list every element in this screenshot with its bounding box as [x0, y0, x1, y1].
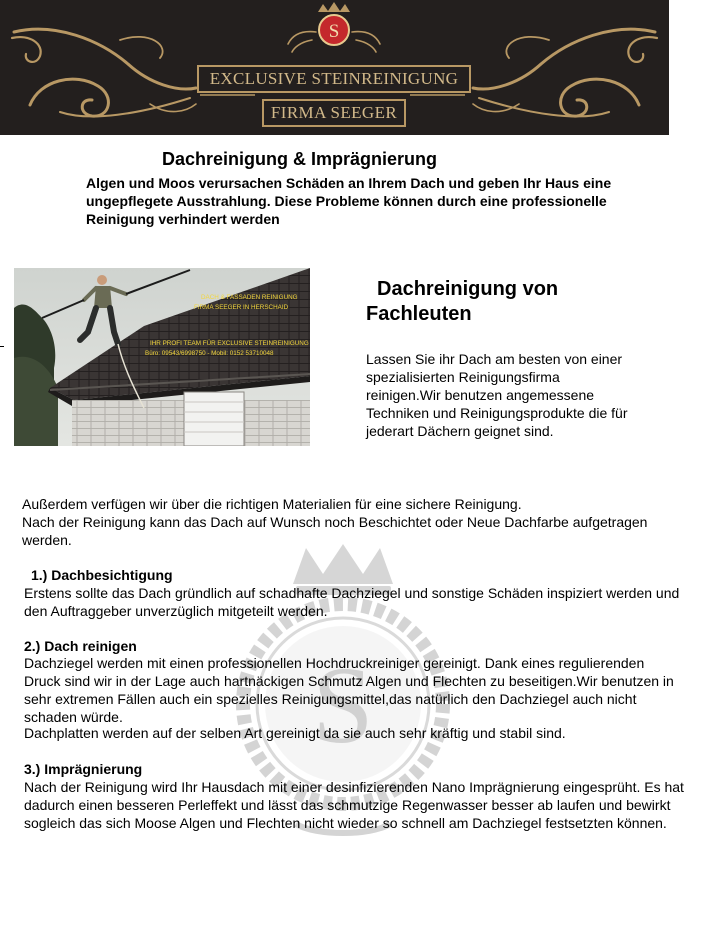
roof-cleaning-photo — [14, 268, 310, 446]
watermark-letter: S — [312, 644, 374, 766]
margin-mark — [0, 346, 4, 347]
right-ornament-icon — [473, 29, 657, 116]
header-banner — [0, 0, 669, 135]
materials-text: Außerdem verfügen wir über die richtigen Materialien für eine sichere Reinigung. — [22, 496, 522, 512]
brand-company: FIRMA SEEGER — [262, 99, 406, 127]
section-2-text: Dachziegel werden mit einen professionellen Hochdruckreiniger gereinigt. Dank eines regulierenden Druck sind wir in der Lage auch hartnäckigen Schmutz Algen und Flechten zu beseitigen.Wir benutzen in sehr extremen Fällen auch ein spezielles Reinigungsmittel,das natürlich den Dachziegel auch nicht schaden würde. — [24, 655, 674, 725]
coating-text: Nach der Reinigung kann das Dach auf Wunsch noch Beschichtet oder Neue Dachfarbe aufgetragen werden. — [22, 514, 648, 548]
crown-icon — [318, 2, 350, 12]
side-heading-line-2: Fachleuten — [366, 303, 472, 325]
brand-name: EXCLUSIVE STEINREINIGUNG — [197, 65, 471, 93]
page-title: Dachreinigung & Imprägnierung — [162, 149, 438, 169]
section-2-text-2: Dachplatten werden auf der selben Art gereinigt da sie auch sehr kräftig und stabil sind. — [24, 725, 566, 741]
intro-text: Algen und Moos verursachen Schäden an Ihrem Dach und geben Ihr Haus eine ungepflegete Ausstrahlung. Diese Probleme können durch eine professionelle Reinigung verhindert werden — [86, 175, 612, 227]
photo-caption-2: FIRMA SEEGER IN HERSCHAID — [194, 304, 289, 311]
side-text: Lassen Sie ihr Dach am besten von einer spezialisierten Reinigungsfirma reinigen.Wir benutzen angemessene Techniken und Reinigungsprodukte die für jederart Dächern geignet sind. — [366, 351, 628, 439]
section-1-text: Erstens sollte das Dach gründlich auf schadhafte Dachziegel und sonstige Schäden inspiziert werden und den Auftraggeber unverzüglich mitgeteilt werden. — [24, 585, 680, 619]
left-ornament-icon — [12, 29, 196, 116]
photo-caption-3: IHR PROFI TEAM FÜR EXCLUSIVE STEINREINIGUNG — [150, 340, 309, 347]
section-3-heading: 3.) Imprägnierung — [24, 761, 143, 777]
photo-caption-1: DACH & FASSADEN REINIGUNG — [201, 294, 298, 301]
photo-caption-4: Büro: 09543/6998750 - Mobil: 0152 53710048 — [145, 350, 274, 357]
side-heading-line-1: Dachreinigung von — [377, 278, 559, 300]
side-heading — [366, 277, 558, 327]
section-2-heading: 2.) Dach reinigen — [24, 638, 137, 654]
section-3-text: Nach der Reinigung wird Ihr Hausdach mit einer desinfizierenden Nano Imprägnierung eingesprüht. Es hat dadurch einen besseren Perleffekt und lässt das schmutzige Regenwasser besser ab laufen und bewirkt sogleich das sich Moose Algen und Flechten nicht wieder so schnell am Dachziegel festsetzten können. — [24, 779, 684, 831]
logo-letter: S — [328, 21, 340, 42]
section-1-heading: 1.) Dachbesichtigung — [31, 567, 173, 583]
